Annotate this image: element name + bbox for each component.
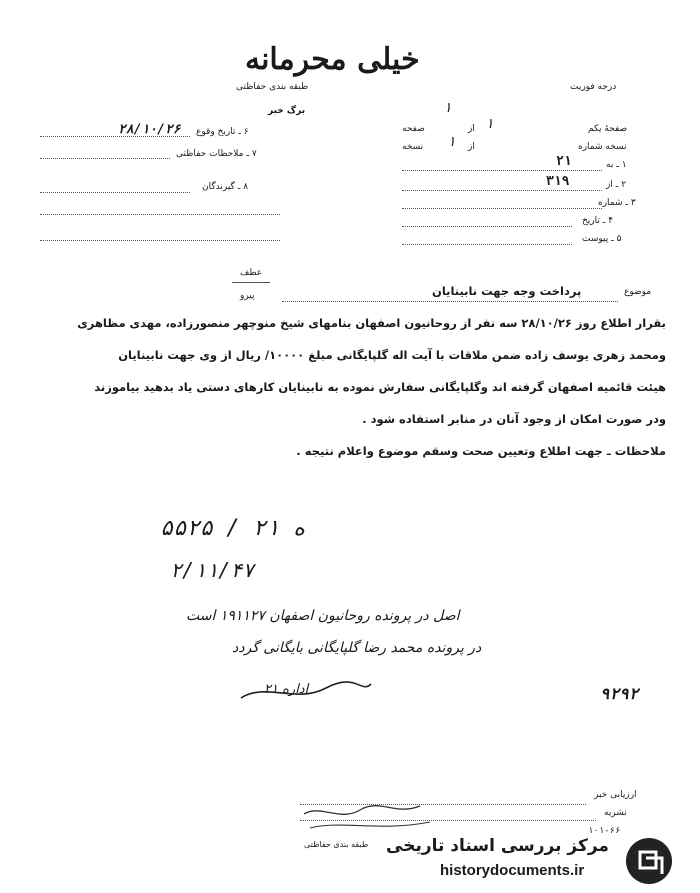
subject-value: پرداخت وجه جهت نابینایان — [432, 284, 582, 298]
handwritten-reference-number: ۵۵۲۵ / ۲۱ ه — [160, 516, 306, 541]
page-total-value: ۱ — [444, 100, 452, 116]
evaluation-label: ارزیابی خبر — [594, 790, 637, 800]
handwritten-note-line-2: در پرونده محمد رضا گلپایگانی بایگانی گردد — [232, 640, 482, 656]
security-notes-label: ۷ ـ ملاحظات حفاظتی — [176, 149, 257, 159]
follow-up-label: پیرو — [240, 291, 255, 301]
copy-total-value: ۱ — [448, 134, 456, 150]
distribution-label: نشریه — [604, 808, 627, 818]
item2-label: ۲ ـ از — [606, 180, 627, 190]
document-serial-number: ۹۲۹۲ — [600, 684, 639, 703]
watermark-persian: مرکز بررسی اسناد تاریخی — [386, 836, 609, 856]
reference-label: عطف — [240, 268, 263, 278]
classification-label: طبقه بندی حفاظتی — [236, 82, 309, 92]
body-line-4: ودر صورت امکان از وجود آنان در منابر استفاده شود . — [362, 412, 666, 426]
item1-label: ۱ ـ به — [606, 160, 627, 170]
handwritten-note-line-1: اصل در پرونده روحانیون اصفهان ۱۹۱۱۲۷ است — [186, 608, 460, 624]
recipients-label: ۸ ـ گیرندگان — [202, 182, 249, 192]
item2-value: ۳۱۹ — [546, 174, 570, 189]
signature-scribble — [236, 676, 376, 706]
page-from-label: از — [468, 124, 475, 134]
copy-from-label: از — [468, 142, 475, 152]
urgency-label: درجه فوریت — [570, 82, 617, 92]
body-line-1: بقرار اطلاع روز ۲۸/۱۰/۲۶ سه نفر از روحانیون اصفهان بنامهای شیخ منوچهر منصورزاده، مهدی مظاهری — [77, 316, 666, 330]
copy-word: نسخه — [402, 142, 424, 152]
handwritten-reference-date: ۲/۱۱/۴۷ — [170, 558, 255, 582]
archive-logo-icon — [626, 838, 672, 884]
document-classification-title: خیلی محرمانه — [245, 42, 420, 77]
body-line-5: ملاحظات ـ جهت اطلاع وتعیین صحت وسقم موضوع واعلام نتیجه . — [296, 444, 666, 458]
item1-value: ۲۱ — [556, 154, 572, 169]
item4-label: ۴ ـ تاریخ — [582, 216, 614, 226]
form-name: برگ خبر — [268, 106, 306, 116]
date-of-event-label: ۶ ـ تاریخ وقوع — [196, 127, 249, 137]
body-line-2: ومحمد زهری یوسف زاده ضمن ملاقات با آیت اله گلپایگانی مبلغ ۱۰۰۰۰/ ریال از وی جهت نابینایان — [118, 348, 666, 362]
watermark-url: historydocuments.ir — [440, 862, 585, 879]
item3-label: ۳ ـ شماره — [598, 198, 636, 208]
item5-label: ۵ ـ پیوست — [582, 234, 622, 244]
copy-number-label: نسخه شماره — [578, 142, 627, 152]
page-one-value: ۱ — [486, 116, 494, 132]
handwritten-signature-note: اداره ۲۱ — [264, 682, 309, 697]
form-code: ۱۰۱-۶۶ — [588, 826, 621, 836]
page-word: صفحه — [402, 124, 425, 134]
footer-classification-label: طبقه بندی حفاظتی — [304, 840, 369, 849]
footer-signature-scribble — [300, 796, 450, 836]
date-of-event-value: ۲۸/۱۰/۲۶ — [118, 122, 181, 137]
body-line-3: هیئت قائمیه اصفهان گرفته اند وگلپایگانی سفارش نموده به نابینایان کارهای دستی یاد بدهید بیاموزند — [94, 380, 666, 394]
subject-label: موضوع — [624, 287, 652, 297]
page-one-label: صفحهٔ یکم — [588, 124, 628, 134]
